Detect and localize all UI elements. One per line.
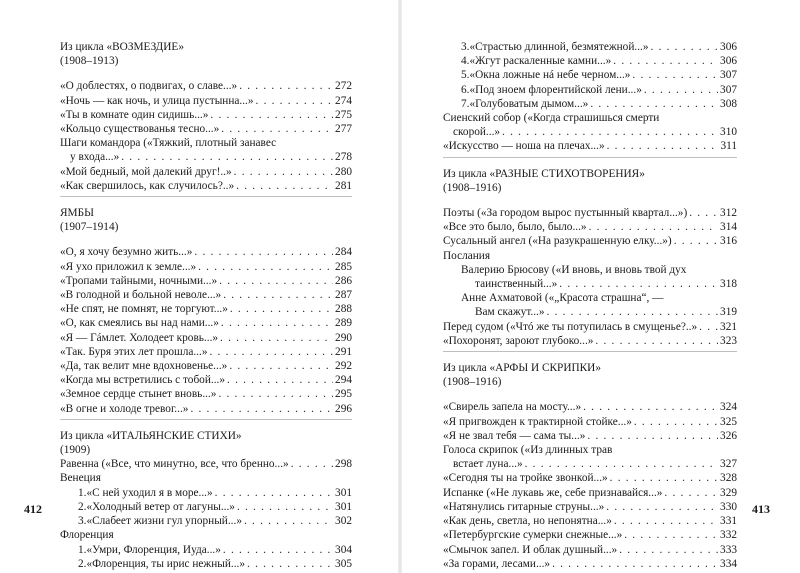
section-divider <box>60 196 352 197</box>
section-title: Из цикла «ВОЗМЕЗДИЕ» <box>60 41 184 53</box>
toc-entry: у входа...» . . . 278 <box>60 150 352 164</box>
toc-entry: 7. «Голубоватым дымом...» . . . 308 <box>443 97 737 111</box>
section-divider <box>443 351 737 352</box>
toc-entry: 4. «Жгут раскаленные камни...» . . . 306 <box>443 54 737 68</box>
toc-entry: «Сегодня ты на тройке звонкой...» . . . 328 <box>443 471 737 485</box>
toc-entry: «Ночь — как ночь, и улица пустынна...» . . . 274 <box>60 94 352 108</box>
toc-entry-first-line: Шаги командора («Тяжкий, плотный занавес <box>60 137 277 150</box>
section-years: (1908–1916) <box>443 181 502 194</box>
toc-entry: «Натянулись гитарные струны...» . . . 330 <box>443 500 737 514</box>
toc-entry: «Я пригвожден к трактирной стойке...» . . . 325 <box>443 415 737 429</box>
left-page-number: 412 <box>24 502 42 516</box>
toc-entry: «Мой бедный, мой далекий друг!..» . . . 280 <box>60 165 352 179</box>
toc-entry: Сусальный ангел («На разукрашенную елку...») . . . 316 <box>443 234 737 248</box>
toc-entry: 3. «Слабеет жизни гул упорный...» . . . 302 <box>60 514 352 528</box>
section-title: Из цикла «РАЗНЫЕ СТИХОТВОРЕНИЯ» <box>443 167 645 180</box>
subgroup-label: Послания <box>443 249 491 262</box>
right-page-contents <box>443 40 737 571</box>
toc-entry: «Тропами тайными, ночными...» . . . 286 <box>60 274 352 288</box>
toc-entry: «О, как смеялись вы над нами...» . . . 289 <box>60 316 352 330</box>
toc-entry: скорой...» . . . 310 <box>443 125 737 139</box>
toc-entry: Равенна («Все, что минутно, все, что бренно...» . . . 298 <box>60 457 352 471</box>
right-page-number: 413 <box>752 502 770 516</box>
section-years: (1907–1914) <box>60 221 119 234</box>
section-title: Из цикла «АРФЫ И СКРИПКИ» <box>443 362 601 375</box>
toc-entry: «Все это было, было, было...» . . . 314 <box>443 220 737 234</box>
toc-entry: «Свирель запела на мосту...» . . . 324 <box>443 400 737 414</box>
toc-entry: «Да, так велит мне вдохновенье...» . . . 292 <box>60 359 352 373</box>
toc-entry: «О, я хочу безумно жить...» . . . 284 <box>60 245 352 259</box>
toc-entry: 2. «Холодный ветер от лагуны...» . . . 301 <box>60 500 352 514</box>
left-page-contents <box>60 40 352 571</box>
toc-entry: 3. «Страстью длинной, безмятежной...» . . . 306 <box>443 40 737 54</box>
toc-entry: «Не спят, не помнят, не торгуют...» . . . 288 <box>60 302 352 316</box>
toc-entry: Испанке («Не лукавь же, себе признавайся...» . . . 329 <box>443 486 737 500</box>
section-divider <box>60 419 352 420</box>
toc-entry: «Похоронят, зароют глубоко...» . . . 323 <box>443 334 737 348</box>
toc-entry: «Я не звал тебя — сама ты...» . . . 326 <box>443 429 737 443</box>
toc-entry: «Смычок запел. И облак душный...» . . . 333 <box>443 543 737 557</box>
toc-entry: «Я ухо приложил к земле...» . . . 285 <box>60 260 352 274</box>
toc-entry: 5. «Окна ложные нá небе черном...» . . . 307 <box>443 68 737 82</box>
toc-entry: 1. «С ней уходил я в море...» . . . 301 <box>60 486 352 500</box>
toc-entry: таинственный...» . . . 318 <box>443 277 737 291</box>
toc-entry: 6. «Под зноем флорентийской лени...» . . . 307 <box>443 83 737 97</box>
toc-entry: «Как день, светла, но непонятна...» . . . 331 <box>443 514 737 528</box>
toc-entry: Поэты («За городом вырос пустынный квартал...») . . . 312 <box>443 206 737 220</box>
toc-entry-first-line: Анне Ахматовой («„Красота страшна“, — <box>461 292 664 305</box>
toc-entry-first-line: Сиенский собор («Когда страшишься смерти <box>443 112 660 125</box>
section-years: (1909) <box>60 444 91 457</box>
toc-entry: «Петербургские сумерки снежные...» . . . 332 <box>443 528 737 542</box>
toc-entry: Вам скажут...» . . . 319 <box>443 305 737 319</box>
section-title: Из цикла «ИТАЛЬЯНСКИЕ СТИХИ» <box>60 429 242 442</box>
toc-entry: Перед судом («Чтó же ты потупилась в смущенье?..» . . . 321 <box>443 320 737 334</box>
toc-entry: «В голодной и больной неволе...» . . . 287 <box>60 288 352 302</box>
toc-entry: «Ты в комнате один сидишь...» . . . 275 <box>60 108 352 122</box>
toc-entry: «Как свершилось, как случилось?..» . . . 281 <box>60 179 352 193</box>
subgroup-label: Венеция <box>60 472 101 485</box>
toc-entry: «О доблестях, о подвигах, о славе...» . . . 272 <box>60 79 352 93</box>
toc-entry: «За горами, лесами...» . . . 334 <box>443 557 737 571</box>
toc-entry-first-line: Голоса скрипок («Из длинных трав <box>443 444 613 457</box>
section-title: ЯМБЫ <box>60 207 94 220</box>
section-years: (1908–1913) <box>60 55 119 68</box>
toc-entry: «Искусство — ноша на плечах...» . . . 311 <box>443 139 737 153</box>
toc-entry: «Когда мы встретились с тобой...» . . . 294 <box>60 373 352 387</box>
section-years: (1908–1916) <box>443 376 502 389</box>
toc-entry-first-line: Валерию Брюсову («И вновь, и вновь твой дух <box>461 263 687 276</box>
toc-entry: 2. «Флоренция, ты ирис нежный...» . . . 305 <box>60 557 352 571</box>
toc-entry: «Я — Гáмлет. Холодеет кровь...» . . . 290 <box>60 331 352 345</box>
toc-entry: «Земное сердце стынет вновь...» . . . 295 <box>60 387 352 401</box>
toc-entry: «Так. Буря этих лет прошла...» . . . 291 <box>60 345 352 359</box>
section-divider <box>443 157 737 158</box>
toc-entry: встает луна...» . . . 327 <box>443 457 737 471</box>
toc-entry: «В огне и холоде тревог...» . . . 296 <box>60 402 352 416</box>
toc-entry: 1. «Умри, Флоренция, Иуда...» . . . 304 <box>60 543 352 557</box>
subgroup-label: Флоренция <box>60 529 114 542</box>
toc-entry: «Кольцо существованья тесно...» . . . 277 <box>60 122 352 136</box>
book-gutter <box>398 0 402 573</box>
